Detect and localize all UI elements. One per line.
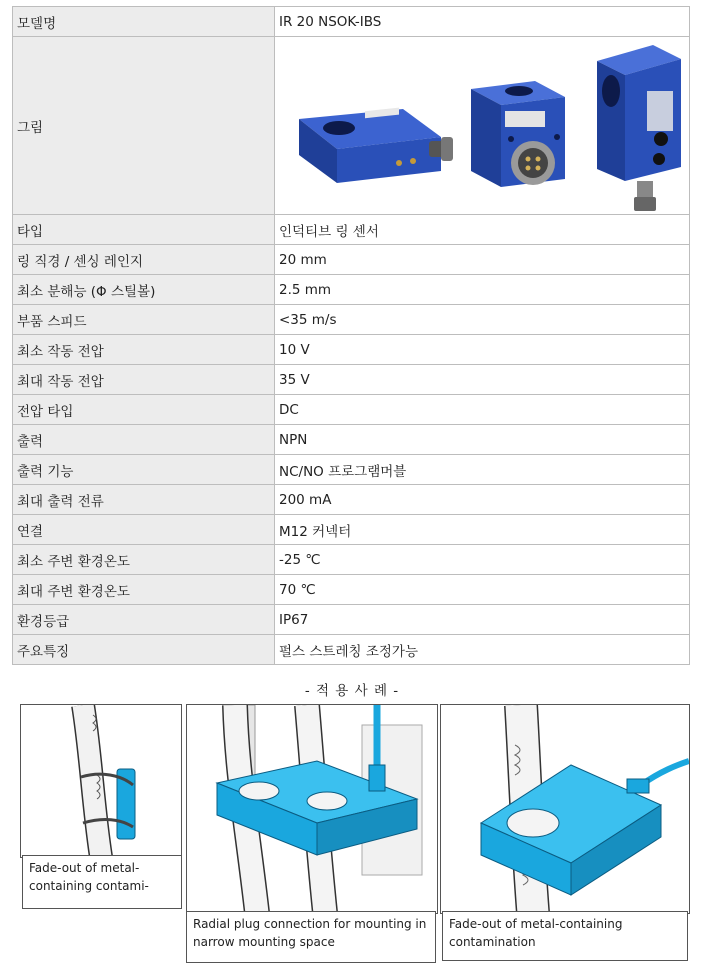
spec-value: 35 V	[275, 365, 690, 395]
spec-key: 링 직경 / 센싱 레인지	[13, 245, 275, 275]
spec-value: 펄스 스트레칭 조정가능	[275, 635, 690, 665]
spec-key: 부품 스피드	[13, 305, 275, 335]
application-panel-2	[186, 704, 438, 914]
spec-key: 주요특징	[13, 635, 275, 665]
spec-value: <35 m/s	[275, 305, 690, 335]
spec-value: 70 ℃	[275, 575, 690, 605]
spec-table	[12, 6, 690, 665]
application-illustration-3	[441, 705, 689, 913]
product-images	[279, 37, 689, 214]
spec-row	[13, 335, 690, 365]
spec-row	[13, 575, 690, 605]
spec-row	[13, 485, 690, 515]
spec-key: 최대 작동 전압	[13, 365, 275, 395]
spec-value: NC/NO 프로그램머블	[275, 455, 690, 485]
application-caption-1: Fade-out of metal-containing contami-	[22, 855, 182, 909]
product-photo-cube	[457, 67, 577, 207]
spec-key: 환경등급	[13, 605, 275, 635]
spec-row	[13, 305, 690, 335]
spec-value: 20 mm	[275, 245, 690, 275]
spec-value: IR 20 NSOK-IBS	[275, 7, 690, 37]
application-illustration-2	[187, 705, 437, 913]
spec-key: 타입	[13, 215, 275, 245]
product-photo-flat	[291, 97, 456, 192]
spec-key: 최소 분해능 (Φ 스틸볼)	[13, 275, 275, 305]
spec-key: 그림	[13, 37, 275, 215]
spec-row	[13, 425, 690, 455]
spec-row	[13, 245, 690, 275]
spec-row	[13, 515, 690, 545]
spec-key: 최대 출력 전류	[13, 485, 275, 515]
spec-row	[13, 395, 690, 425]
spec-key: 최소 작동 전압	[13, 335, 275, 365]
applications-title: - 적 용 사 례 -	[304, 683, 400, 699]
spec-key: 연결	[13, 515, 275, 545]
spec-value: M12 커넥터	[275, 515, 690, 545]
spec-row	[13, 275, 690, 305]
spec-key: 최대 주변 환경온도	[13, 575, 275, 605]
spec-value: NPN	[275, 425, 690, 455]
spec-value: 200 mA	[275, 485, 690, 515]
spec-key: 최소 주변 환경온도	[13, 545, 275, 575]
spec-row	[13, 215, 690, 245]
spec-row	[13, 545, 690, 575]
spec-value: DC	[275, 395, 690, 425]
spec-value: 10 V	[275, 335, 690, 365]
spec-value: 인덕티브 링 센서	[275, 215, 690, 245]
spec-row	[13, 37, 690, 215]
spec-value: IP67	[275, 605, 690, 635]
spec-row	[13, 7, 690, 37]
spec-value: -25 ℃	[275, 545, 690, 575]
application-caption-3: Fade-out of metal-containing contamination	[442, 911, 688, 961]
product-images-cell	[275, 37, 690, 215]
spec-row	[13, 365, 690, 395]
application-panel-1	[20, 704, 182, 858]
application-illustration-1	[21, 705, 181, 857]
spec-key: 전압 타입	[13, 395, 275, 425]
application-caption-2: Radial plug connection for mounting in narrow mounting space	[186, 911, 436, 963]
spec-key: 출력 기능	[13, 455, 275, 485]
spec-row	[13, 455, 690, 485]
spec-key: 출력	[13, 425, 275, 455]
spec-value: 2.5 mm	[275, 275, 690, 305]
spec-row	[13, 635, 690, 665]
spec-row	[13, 605, 690, 635]
application-panel-3	[440, 704, 690, 914]
product-photo-upright	[589, 41, 689, 215]
spec-key: 모델명	[13, 7, 275, 37]
